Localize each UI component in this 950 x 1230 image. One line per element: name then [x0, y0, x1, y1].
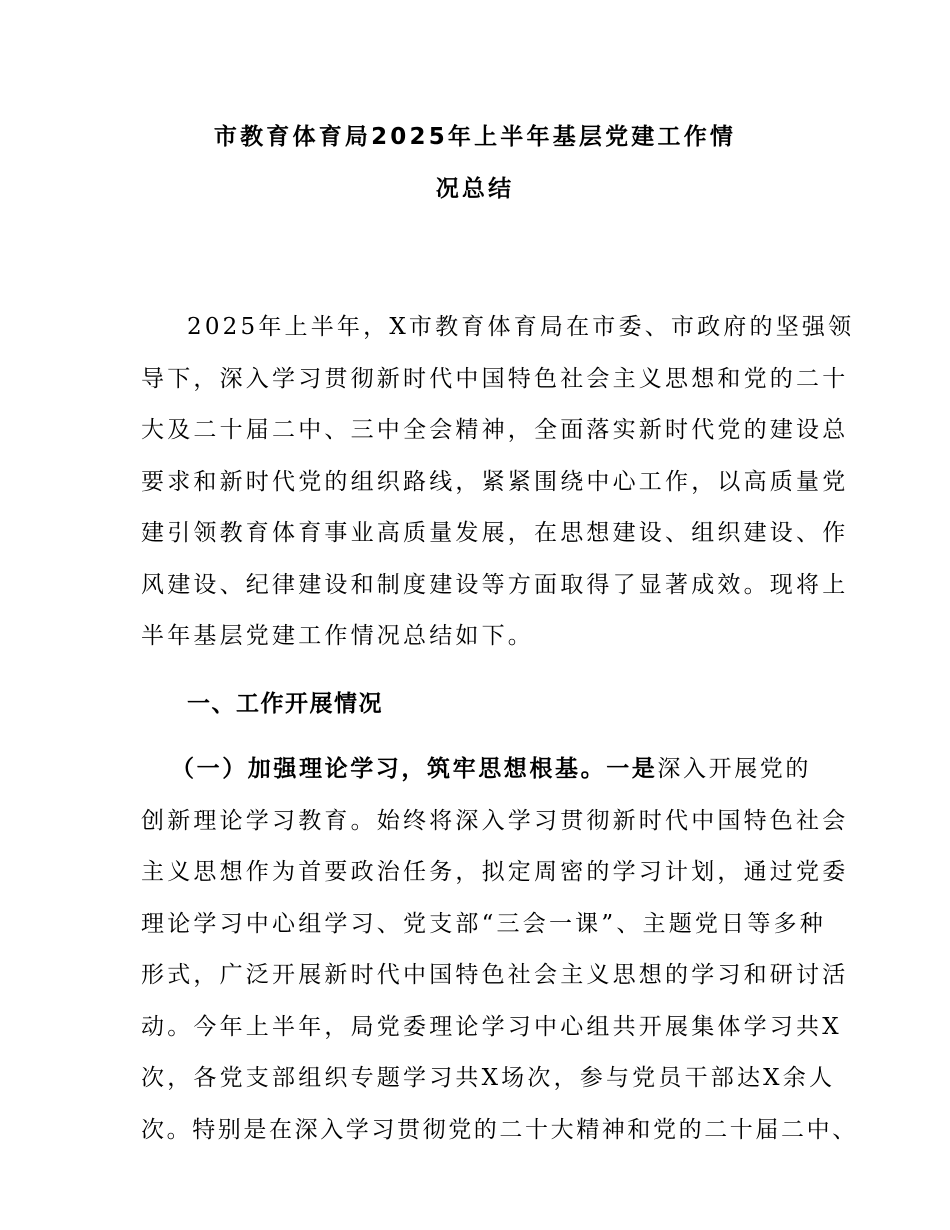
subsection-line-1 — [141, 744, 821, 796]
subsection-first-line-rest: 深入开展党的 — [657, 756, 812, 782]
title-line-1: 市教育体育局2025年上半年基层党建工作情 — [213, 124, 737, 150]
subsection-line-7: 次，各党支部组织专题学习共X场次，参与党员干部达X余人 — [141, 1065, 836, 1091]
intro-line-2: 导下，深入学习贯彻新时代中国特色社会主义思想和党的二十 — [141, 365, 849, 392]
intro-line-7: 半年基层党建工作情况总结如下。 — [141, 623, 534, 649]
subsection-line-2: 创新理论学习教育。始终将深入学习贯彻新时代中国特色社会 — [141, 807, 849, 834]
title-line-2: 况总结 — [435, 175, 515, 202]
intro-line-1: 2025年上半年，X市教育体育局在市委、市政府的坚强领 — [187, 314, 855, 340]
subsection-heading: （一）加强理论学习，筑牢思想根基。 — [171, 756, 607, 782]
spacer — [141, 663, 821, 679]
section-heading-1: 一、工作开展情况 — [187, 690, 383, 717]
subsection-line-6: 动。今年上半年，局党委理论学习中心组共开展集体学习共X — [141, 1013, 842, 1040]
intro-line-5: 建引领教育体育事业高质量发展，在思想建设、组织建设、作 — [141, 520, 849, 546]
intro-line-6: 风建设、纪律建设和制度建设等方面取得了显著成效。现将上 — [141, 571, 849, 598]
document-body — [141, 302, 858, 1156]
document-title — [120, 112, 830, 215]
intro-line-4: 要求和新时代党的组织路线，紧紧围绕中心工作，以高质量党 — [141, 468, 849, 495]
intro-paragraph — [141, 302, 855, 663]
subsection-line-5: 形式，广泛开展新时代中国特色社会主义思想的学习和研讨活 — [141, 962, 849, 988]
subsection-line-4: 理论学习中心组学习、党支部“三会一课”、主题党日等多种 — [141, 910, 826, 937]
subsection-marker: 一是 — [606, 756, 658, 782]
spacer — [141, 730, 821, 744]
subsection-line-8: 次。特别是在深入学习贯彻党的二十大精神和党的二十届二中、 — [141, 1116, 858, 1143]
subsection-paragraph-1 — [141, 744, 858, 1156]
subsection-line-3: 主义思想作为首要政治任务，拟定周密的学习计划，通过党委 — [141, 859, 849, 885]
intro-line-3: 大及二十届二中、三中全会精神，全面落实新时代党的建设总 — [141, 417, 849, 443]
